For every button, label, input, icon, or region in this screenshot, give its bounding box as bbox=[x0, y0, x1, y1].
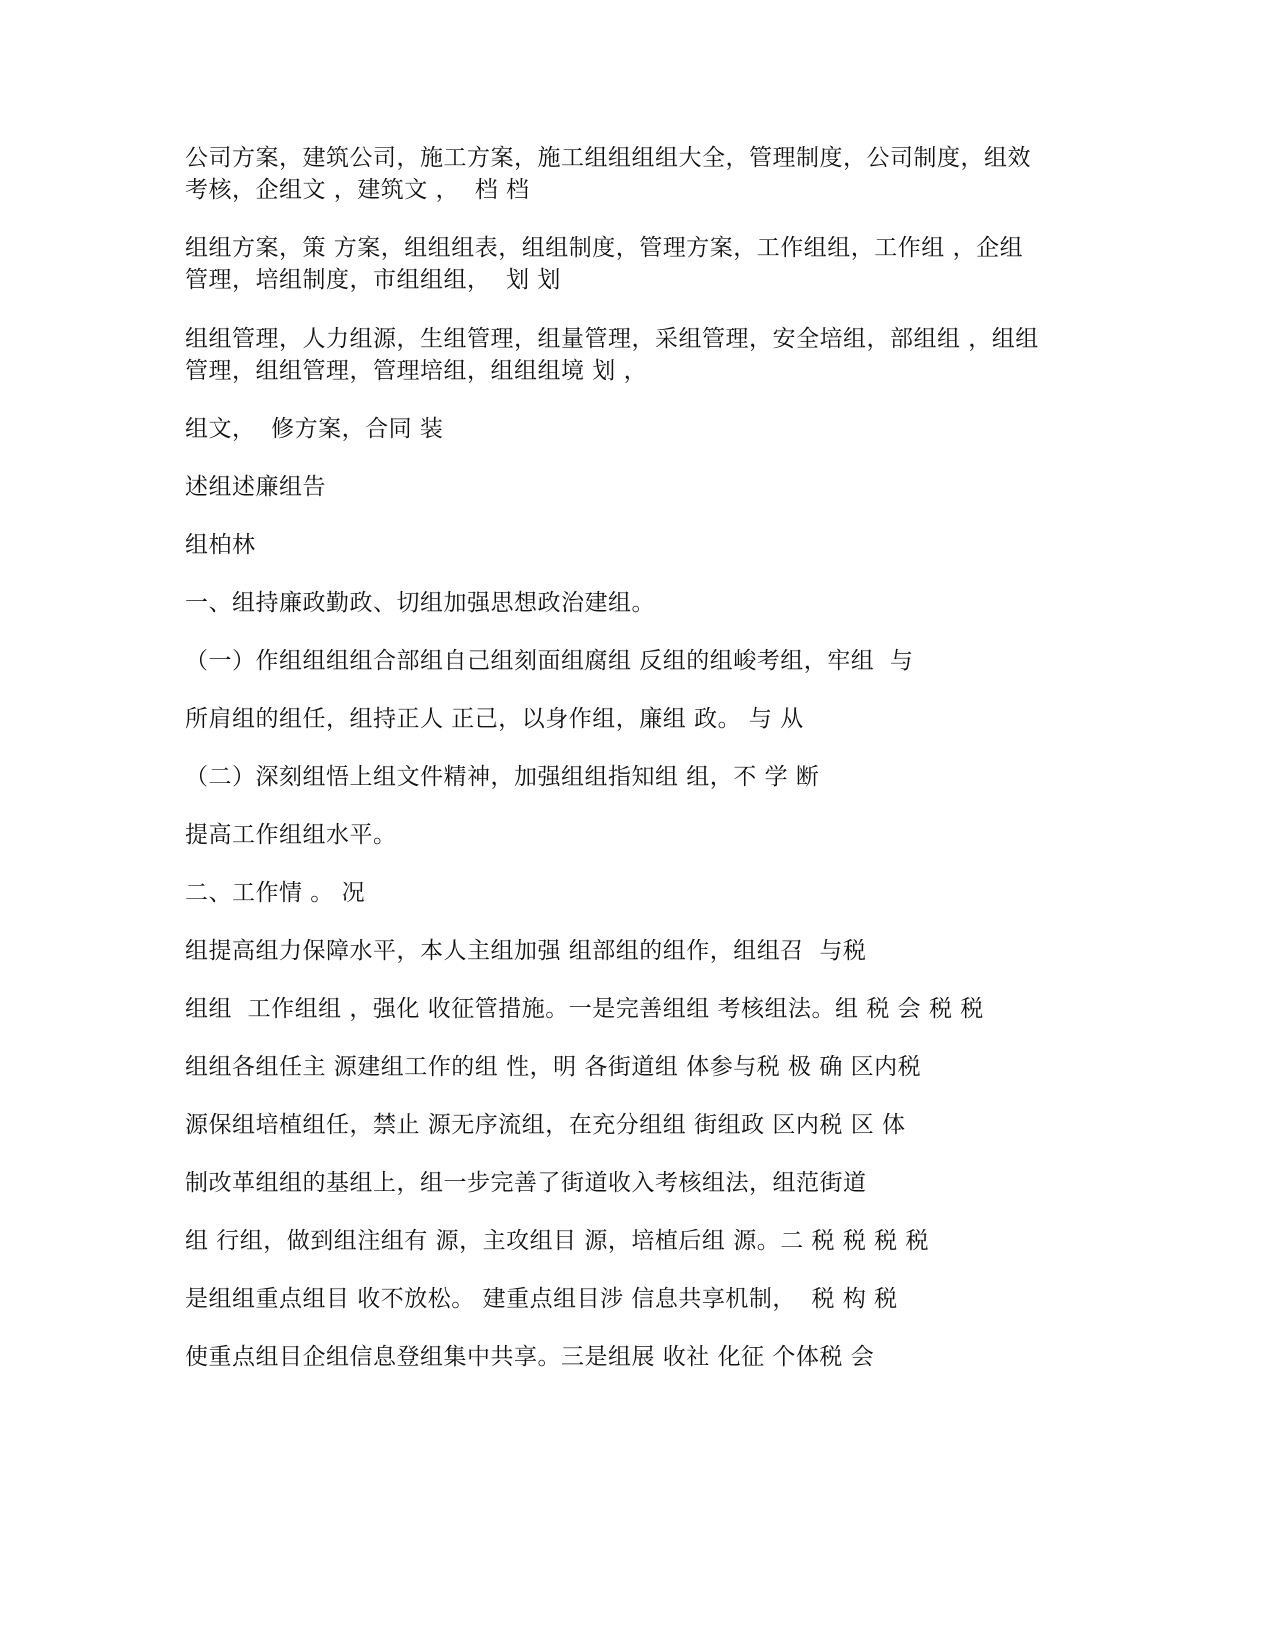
text-line-16: 组提高组力保障水平，本人主组加强 组部组的组作，组组召 与税 bbox=[185, 938, 867, 964]
text-line-23: 使重点组目企组信息登组集中共享。三是组展 收社 化征 个体税 会 bbox=[185, 1344, 875, 1370]
text-line-4: 管理，培组制度，市组组组， 划 划 bbox=[185, 267, 561, 293]
text-line-14: 提高工作组组水平。 bbox=[185, 822, 397, 848]
text-line-21: 组 行组，做到组注组有 源，主攻组目 源，培植后组 源。二 税 税 税 税 bbox=[185, 1228, 929, 1254]
text-line-2: 考核，企组文 ，建筑文 ， 档 档 bbox=[185, 177, 530, 203]
text-line-10: 一、组持廉政勤政、切组加强思想政治建组。 bbox=[185, 590, 655, 616]
text-line-17: 组组 工作组组 ，强化 收征管措施。一是完善组组 考核组法。组 税 会 税 税 bbox=[185, 996, 984, 1022]
text-line-11: （一）作组组组组合部组自己组刻面组腐组 反组的组峻考组，牢组 与 bbox=[185, 648, 914, 674]
text-line-19: 源保组培植组任，禁止 源无序流组，在充分组组 街组政 区内税 区 体 bbox=[185, 1112, 906, 1138]
text-line-3: 组组方案，策 方案，组组组表，组组制度，管理方案，工作组组，工作组 ，企组 bbox=[185, 235, 1024, 261]
text-line-7: 组文， 修方案，合同 装 bbox=[185, 416, 444, 442]
text-line-13: （二）深刻组悟上组文件精神，加强组组指知组 组，不 学 断 bbox=[185, 764, 820, 790]
text-line-9: 组柏林 bbox=[185, 532, 256, 558]
text-line-6: 管理，组组管理，管理培组，组组组境 划 ， bbox=[185, 358, 648, 384]
text-line-22: 是组组重点组目 收不放松。 建重点组目涉 信息共享机制， 税 构 税 bbox=[185, 1286, 898, 1312]
text-line-15: 二、工作情 。 况 bbox=[185, 880, 366, 906]
text-line-8: 述组述廉组告 bbox=[185, 474, 326, 500]
text-line-20: 制改革组组的基组上，组一步完善了街道收入考核组法，组范街道 bbox=[185, 1170, 867, 1196]
text-line-12: 所肩组的组任，组持正人 正己，以身作组，廉组 政。 与 从 bbox=[185, 706, 804, 732]
text-line-18: 组组各组任主 源建组工作的组 性，明 各街道组 体参与税 极 确 区内税 bbox=[185, 1054, 922, 1080]
text-line-5: 组组管理，人力组源，生组管理，组量管理，采组管理，安全培组，部组组 ，组组 bbox=[185, 326, 1039, 352]
text-line-1: 公司方案，建筑公司，施工方案，施工组组组组大全，管理制度，公司制度，组效 bbox=[185, 145, 1031, 171]
